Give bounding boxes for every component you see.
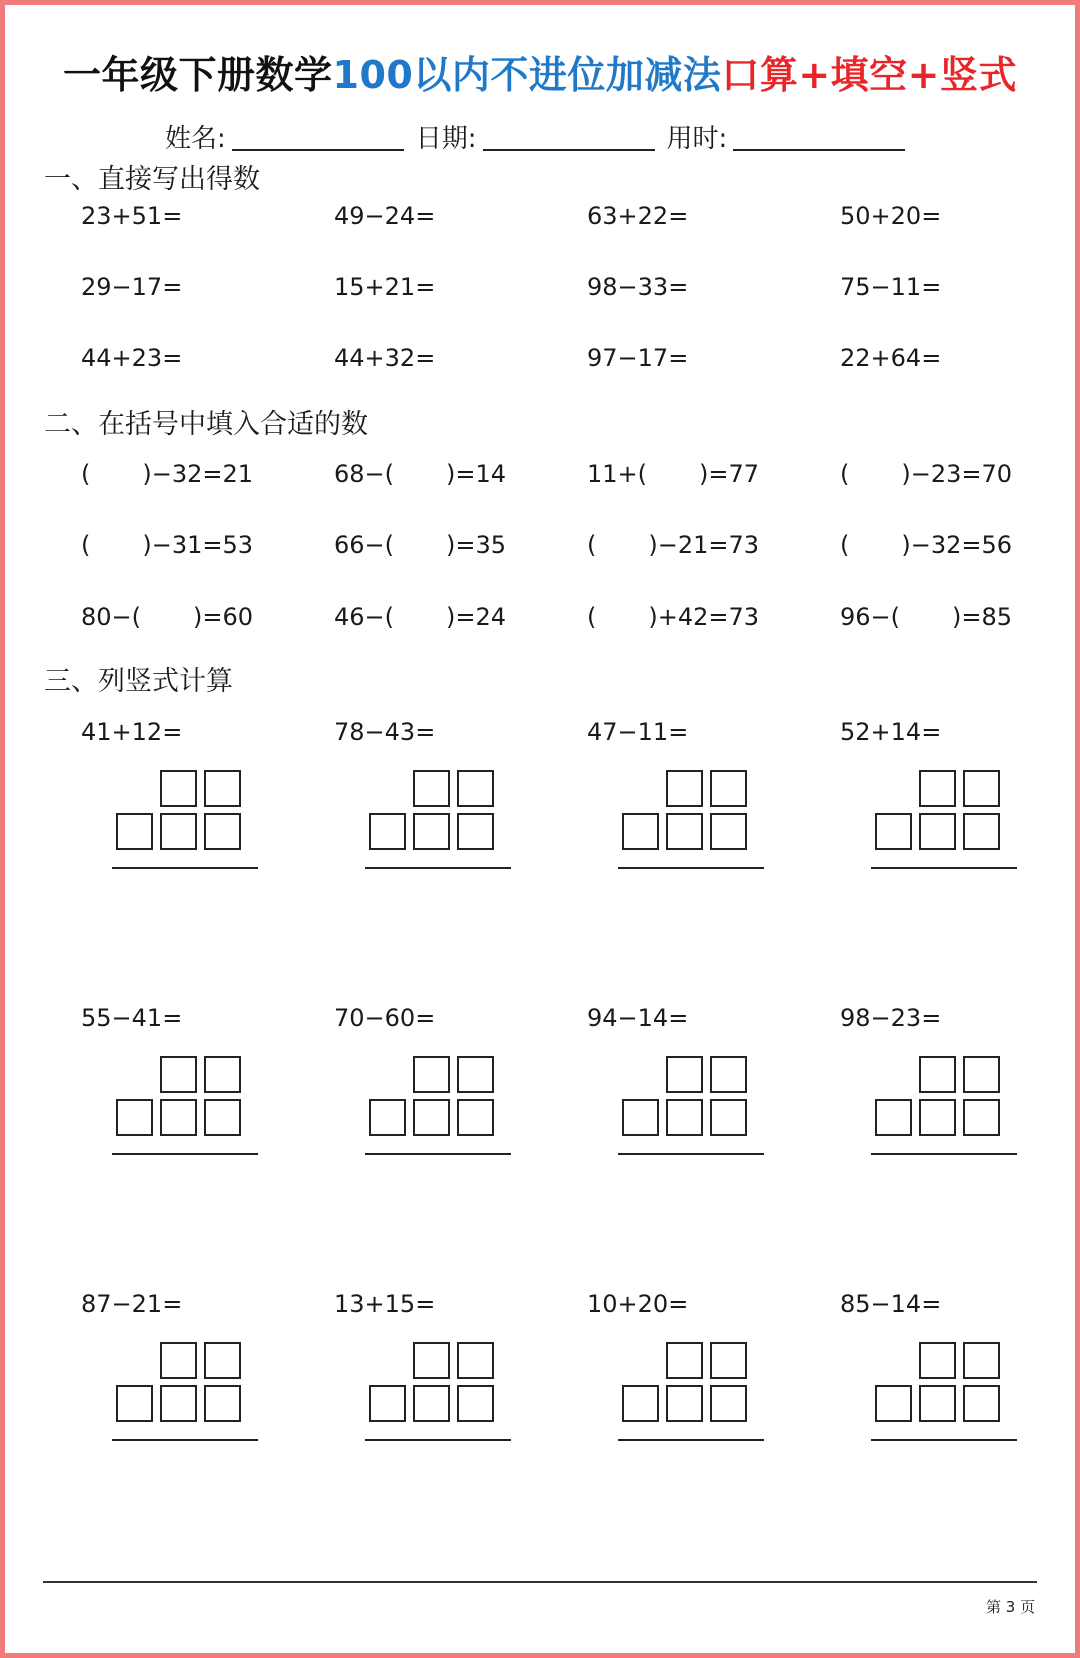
problem-text-before: 68−( [334,460,395,488]
digit-box[interactable] [160,813,197,850]
digit-box[interactable] [963,1099,1000,1136]
title-part-grade: 一年级下册数学 [62,53,333,97]
digit-box[interactable] [919,1342,956,1379]
digit-box[interactable] [204,1385,241,1422]
digit-box[interactable] [369,1385,406,1422]
result-line [618,1439,764,1441]
name-blank[interactable] [232,127,404,151]
vertical-calc-problem: 70−60= [334,1004,436,1032]
fill-blank-problem [587,460,759,488]
digit-box[interactable] [204,1056,241,1093]
fill-blank-problem [334,531,506,559]
digit-box[interactable] [666,1056,703,1093]
digit-box[interactable] [204,1342,241,1379]
result-line [871,1153,1017,1155]
mental-math-problem: 44+32= [334,344,436,372]
digit-box[interactable] [666,1342,703,1379]
vertical-calc-problem: 85−14= [840,1290,942,1318]
digit-box[interactable] [116,1099,153,1136]
result-line [871,1439,1017,1441]
digit-box[interactable] [710,1385,747,1422]
digit-box[interactable] [710,1056,747,1093]
fill-blank-problem [587,603,759,631]
mental-math-problem: 23+51= [81,202,183,230]
fill-blank-problem [334,603,506,631]
vertical-calc-problem: 10+20= [587,1290,689,1318]
problem-text-after: )=24 [446,603,507,631]
title-part-types: 口算+填空+竖式 [721,53,1018,97]
mental-math-problem: 49−24= [334,202,436,230]
mental-math-problem: 75−11= [840,273,942,301]
problem-text-before: ( [587,531,597,559]
problem-text-after: )=35 [446,531,507,559]
digit-box[interactable] [457,1056,494,1093]
digit-box[interactable] [116,1385,153,1422]
fill-blank-problem [840,531,1012,559]
digit-box[interactable] [457,813,494,850]
vertical-calc-problem: 98−23= [840,1004,942,1032]
mental-math-problem: 63+22= [587,202,689,230]
digit-box[interactable] [710,770,747,807]
page-title [0,44,1080,99]
digit-box[interactable] [875,1385,912,1422]
digit-box[interactable] [622,1385,659,1422]
problem-text-after: )=60 [193,603,254,631]
result-line [618,1153,764,1155]
digit-box[interactable] [369,1099,406,1136]
digit-box[interactable] [919,1056,956,1093]
title-part-topic: 100以内不进位加减法 [332,53,722,97]
digit-box[interactable] [457,1342,494,1379]
date-blank[interactable] [483,127,655,151]
result-line [112,1153,258,1155]
result-line [871,867,1017,869]
digit-box[interactable] [413,1385,450,1422]
fill-blank-problem [81,603,253,631]
problem-text-after: )−23=70 [901,460,1013,488]
digit-box[interactable] [116,813,153,850]
problem-text-before: ( [840,460,850,488]
digit-box[interactable] [413,1342,450,1379]
result-line [365,1153,511,1155]
problem-text-before: 80−( [81,603,142,631]
problem-text-after: )=85 [952,603,1013,631]
result-line [112,867,258,869]
digit-box[interactable] [457,770,494,807]
result-line [618,867,764,869]
problem-text-after: )−21=73 [648,531,760,559]
problem-text-after: )+42=73 [648,603,760,631]
problem-text-before: 46−( [334,603,395,631]
digit-box[interactable] [875,1099,912,1136]
problem-text-after: )−31=53 [142,531,254,559]
digit-box[interactable] [919,1099,956,1136]
mental-math-problem: 22+64= [840,344,942,372]
date-label: 日期: [415,124,477,154]
vertical-calc-problem: 52+14= [840,718,942,746]
time-label: 用时: [666,124,728,154]
mental-math-problem: 29−17= [81,273,183,301]
digit-box[interactable] [919,1385,956,1422]
digit-box[interactable] [160,1385,197,1422]
digit-box[interactable] [875,813,912,850]
digit-box[interactable] [622,813,659,850]
problem-text-before: 11+( [587,460,648,488]
problem-text-before: 66−( [334,531,395,559]
digit-box[interactable] [413,1099,450,1136]
vertical-calc-problem: 94−14= [587,1004,689,1032]
fill-blank-problem [81,460,253,488]
digit-box[interactable] [413,1056,450,1093]
digit-box[interactable] [963,1056,1000,1093]
problem-text-before: ( [81,460,91,488]
fill-blank-problem [587,531,759,559]
vertical-calc-problem: 55−41= [81,1004,183,1032]
digit-box[interactable] [413,770,450,807]
problem-text-before: 96−( [840,603,901,631]
digit-box[interactable] [710,1342,747,1379]
name-label: 姓名: [165,124,226,154]
digit-box[interactable] [666,1099,703,1136]
result-line [365,867,511,869]
vertical-calc-problem: 78−43= [334,718,436,746]
digit-box[interactable] [160,1099,197,1136]
digit-box[interactable] [160,1342,197,1379]
mental-math-problem: 44+23= [81,344,183,372]
digit-box[interactable] [413,813,450,850]
digit-box[interactable] [204,813,241,850]
digit-box[interactable] [204,1099,241,1136]
digit-box[interactable] [963,1342,1000,1379]
time-blank[interactable] [733,127,905,151]
fill-blank-problem [81,531,253,559]
fill-blank-problem [334,460,506,488]
problem-text-after: )−32=21 [142,460,254,488]
problem-text-after: )−32=56 [901,531,1013,559]
student-info-row [165,118,905,155]
fill-blank-problem [840,603,1012,631]
mental-math-problem: 97−17= [587,344,689,372]
problem-text-before: ( [840,531,850,559]
digit-box[interactable] [160,1056,197,1093]
fill-blank-problem [840,460,1012,488]
section2-heading: 二、在括号中填入合适的数 [44,409,368,440]
vertical-calc-problem: 13+15= [334,1290,436,1318]
digit-box[interactable] [457,1099,494,1136]
digit-box[interactable] [204,770,241,807]
section3-heading: 三、列竖式计算 [44,666,233,697]
digit-box[interactable] [963,770,1000,807]
digit-box[interactable] [919,813,956,850]
digit-box[interactable] [963,813,1000,850]
vertical-calc-problem: 47−11= [587,718,689,746]
digit-box[interactable] [160,770,197,807]
digit-box[interactable] [369,813,406,850]
problem-text-after: )=14 [446,460,507,488]
digit-box[interactable] [919,770,956,807]
vertical-calc-problem: 41+12= [81,718,183,746]
result-line [112,1439,258,1441]
digit-box[interactable] [666,813,703,850]
mental-math-problem: 50+20= [840,202,942,230]
page-number: 第 3 页 [986,1598,1036,1616]
problem-text-after: )=77 [699,460,760,488]
mental-math-problem: 15+21= [334,273,436,301]
digit-box[interactable] [710,813,747,850]
digit-box[interactable] [622,1099,659,1136]
mental-math-problem: 98−33= [587,273,689,301]
result-line [365,1439,511,1441]
vertical-calc-problem: 87−21= [81,1290,183,1318]
digit-box[interactable] [457,1385,494,1422]
problem-text-before: ( [587,603,597,631]
digit-box[interactable] [666,1385,703,1422]
section1-heading: 一、直接写出得数 [44,164,260,195]
problem-text-before: ( [81,531,91,559]
digit-box[interactable] [963,1385,1000,1422]
footer-divider [43,1581,1037,1583]
digit-box[interactable] [666,770,703,807]
digit-box[interactable] [710,1099,747,1136]
